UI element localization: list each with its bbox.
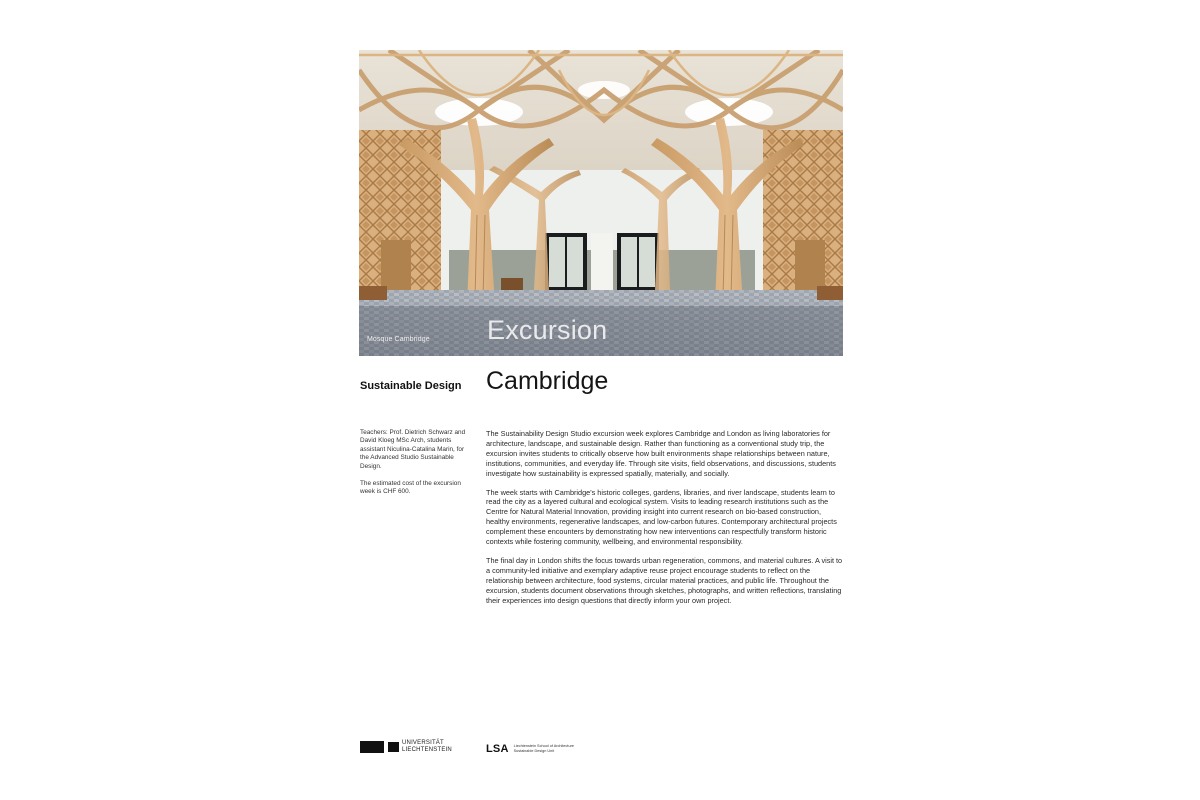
side-notes [360,429,468,506]
lsa-logo [486,743,574,755]
photo-caption: Mosque Cambridge [367,336,430,343]
university-logo [360,740,452,753]
university-name: UNIVERSITÄT LIECHTENSTEIN [402,740,452,753]
teachers-note: Teachers: Prof. Dietrich Schwarz and David Kloeg MSc Arch, students assistant Niculina-Catalina Marin, for the Advanced Studio Sustainable Design. [360,429,466,470]
course-subject: Sustainable Design [360,380,462,392]
body-paragraph: The Sustainability Design Studio excursion week explores Cambridge and London as living laboratories for architecture, landscape, and sustainable design. Rather than functioning as a conventional study trip, the excursion invites students to critically observe how built environments shape relationships between nature, institutions, communities, and everyday life. Through site visits, field observations, and discussions, students investigate how sustainability is expressed spatially, materially, and socially. [486,429,836,478]
lsa-mark: LSA [486,743,509,755]
logo-block-icon [360,741,384,753]
logo-square-icon [388,742,399,752]
hero-photo [359,50,843,356]
page-title: Cambridge [486,367,609,395]
body-text [486,429,844,615]
mosque-interior-image [359,50,843,356]
body-paragraph: The final day in London shifts the focus towards urban regeneration, commons, and material cultures. A visit to a community-led initiative and exemplary adaptive reuse project encourage students to reflect on the relationship between architecture, food systems, circular material practices, and public life. Throughout the excursion, students document observations through sketches, photographs, and written reflections, translating their experiences into design questions that directly inform your own project. [486,555,843,605]
lsa-subtitle: Liechtenstein School of Architecture Sustainable Design Unit [513,744,574,753]
excursion-label: Excursion [487,315,608,345]
cost-note: The estimated cost of the excursion week is CHF 600. [360,480,461,496]
body-paragraph: The week starts with Cambridge's historic colleges, gardens, libraries, and river landscape, students learn to read the city as a layered cultural and ecological system. Visits to leading research institutions such as the Centre for Natural Material Innovation, providing insight into current research on bio-based construction, healthy environments, regenerative landscapes, and low-carbon futures. Contemporary architectural projects complement these encounters by demonstrating how new interventions can respectfully transform historic contexts while fostering community, wellbeing, and environmental responsibility. [486,487,837,547]
